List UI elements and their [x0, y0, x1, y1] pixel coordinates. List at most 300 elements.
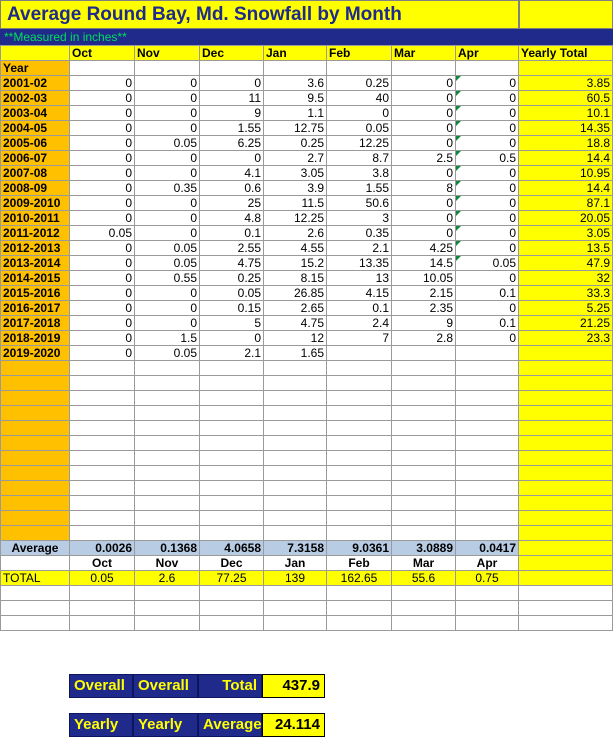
empty-cell[interactable]	[70, 481, 135, 496]
value-cell[interactable]: 3.05	[264, 166, 327, 181]
average-value[interactable]: 7.3158	[264, 541, 327, 556]
value-cell[interactable]: 0	[200, 151, 264, 166]
empty-cell[interactable]	[70, 496, 135, 511]
year-cell[interactable]: 2005-06	[1, 136, 70, 151]
empty-cell[interactable]	[135, 496, 200, 511]
blank-cell[interactable]	[327, 601, 392, 616]
empty-total-cell[interactable]	[519, 481, 613, 496]
value-cell[interactable]: 0.35	[327, 226, 392, 241]
value-cell[interactable]: 0	[456, 91, 519, 106]
value-cell[interactable]: 0.05	[327, 121, 392, 136]
value-cell[interactable]	[327, 346, 392, 361]
value-cell[interactable]: 7	[327, 331, 392, 346]
total-value[interactable]: 2.6	[135, 571, 200, 586]
empty-cell[interactable]	[200, 496, 264, 511]
value-cell[interactable]: 0	[70, 331, 135, 346]
empty-year-cell[interactable]	[1, 421, 70, 436]
yearly-total-cell[interactable]: 47.9	[519, 256, 613, 271]
average-value[interactable]: 0.0417	[456, 541, 519, 556]
empty-cell[interactable]	[392, 526, 456, 541]
yearly-total-cell[interactable]: 3.05	[519, 226, 613, 241]
value-cell[interactable]: 0	[456, 241, 519, 256]
yearly-total-cell[interactable]: 32	[519, 271, 613, 286]
value-cell[interactable]: 0	[135, 226, 200, 241]
empty-cell[interactable]	[327, 526, 392, 541]
value-cell[interactable]: 0	[392, 136, 456, 151]
value-cell[interactable]: 0.15	[200, 301, 264, 316]
yearly-total-cell[interactable]: 5.25	[519, 301, 613, 316]
total-value[interactable]: 162.65	[327, 571, 392, 586]
month-label-jan[interactable]: Jan	[264, 556, 327, 571]
yearly-total-cell[interactable]: 14.4	[519, 181, 613, 196]
empty-year-cell[interactable]	[1, 436, 70, 451]
average-value[interactable]: 3.0889	[392, 541, 456, 556]
year-cell[interactable]: 2006-07	[1, 151, 70, 166]
empty-cell[interactable]	[200, 391, 264, 406]
empty-cell[interactable]	[264, 376, 327, 391]
average-value[interactable]: 4.0658	[200, 541, 264, 556]
value-cell[interactable]: 8	[392, 181, 456, 196]
value-cell[interactable]: 0	[456, 271, 519, 286]
value-cell[interactable]: 25	[200, 196, 264, 211]
empty-cell[interactable]	[264, 436, 327, 451]
empty-cell[interactable]	[200, 451, 264, 466]
value-cell[interactable]: 0.35	[135, 181, 200, 196]
empty-total-cell[interactable]	[519, 406, 613, 421]
yearly-total-cell[interactable]: 3.85	[519, 76, 613, 91]
blank-cell[interactable]	[264, 601, 327, 616]
value-cell[interactable]: 6.25	[200, 136, 264, 151]
blank-cell[interactable]	[392, 61, 456, 76]
value-cell[interactable]: 3.8	[327, 166, 392, 181]
empty-cell[interactable]	[135, 376, 200, 391]
empty-total-cell[interactable]	[519, 391, 613, 406]
empty-cell[interactable]	[135, 436, 200, 451]
value-cell[interactable]: 0	[70, 241, 135, 256]
value-cell[interactable]: 0	[392, 91, 456, 106]
value-cell[interactable]: 0.05	[456, 256, 519, 271]
empty-cell[interactable]	[456, 421, 519, 436]
grand-total-cell[interactable]	[519, 571, 613, 586]
value-cell[interactable]: 9.5	[264, 91, 327, 106]
month-label-oct[interactable]: Oct	[70, 556, 135, 571]
empty-total-cell[interactable]	[519, 526, 613, 541]
value-cell[interactable]: 13	[327, 271, 392, 286]
yearly-total-cell[interactable]: 23.3	[519, 331, 613, 346]
value-cell[interactable]: 0.05	[70, 226, 135, 241]
blank-cell[interactable]	[456, 586, 519, 601]
value-cell[interactable]: 0	[456, 226, 519, 241]
value-cell[interactable]: 0	[135, 211, 200, 226]
value-cell[interactable]: 0	[456, 166, 519, 181]
average-value[interactable]: 0.1368	[135, 541, 200, 556]
year-cell[interactable]: 2016-2017	[1, 301, 70, 316]
total-value[interactable]: 0.75	[456, 571, 519, 586]
empty-cell[interactable]	[327, 481, 392, 496]
value-cell[interactable]: 4.1	[200, 166, 264, 181]
value-cell[interactable]: 0	[70, 301, 135, 316]
year-cell[interactable]: 2015-2016	[1, 286, 70, 301]
empty-cell[interactable]	[264, 406, 327, 421]
value-cell[interactable]: 0	[456, 211, 519, 226]
value-cell[interactable]: 40	[327, 91, 392, 106]
value-cell[interactable]: 0.05	[200, 286, 264, 301]
value-cell[interactable]: 0	[392, 196, 456, 211]
value-cell[interactable]: 0	[135, 91, 200, 106]
value-cell[interactable]: 0.05	[135, 136, 200, 151]
value-cell[interactable]: 2.35	[392, 301, 456, 316]
value-cell[interactable]: 2.65	[264, 301, 327, 316]
value-cell[interactable]: 12	[264, 331, 327, 346]
value-cell[interactable]: 0	[392, 226, 456, 241]
value-cell[interactable]: 11.5	[264, 196, 327, 211]
value-cell[interactable]: 4.75	[200, 256, 264, 271]
value-cell[interactable]: 0	[200, 76, 264, 91]
yearly-total-cell[interactable]: 14.35	[519, 121, 613, 136]
blank-cell[interactable]	[1, 616, 70, 631]
empty-total-cell[interactable]	[519, 421, 613, 436]
empty-cell[interactable]	[135, 361, 200, 376]
value-cell[interactable]: 50.6	[327, 196, 392, 211]
blank-cell[interactable]	[327, 586, 392, 601]
year-header[interactable]: Year	[1, 61, 70, 76]
empty-cell[interactable]	[456, 511, 519, 526]
empty-cell[interactable]	[327, 451, 392, 466]
empty-year-cell[interactable]	[1, 391, 70, 406]
empty-cell[interactable]	[200, 376, 264, 391]
empty-cell[interactable]	[456, 466, 519, 481]
year-cell[interactable]: 2009-2010	[1, 196, 70, 211]
value-cell[interactable]: 4.75	[264, 316, 327, 331]
total-value[interactable]: 0.05	[70, 571, 135, 586]
blank-cell[interactable]	[1, 601, 70, 616]
value-cell[interactable]: 9	[392, 316, 456, 331]
value-cell[interactable]: 2.8	[392, 331, 456, 346]
value-cell[interactable]: 0.55	[135, 271, 200, 286]
value-cell[interactable]: 0	[70, 181, 135, 196]
value-cell[interactable]: 8.15	[264, 271, 327, 286]
blank-total-cell[interactable]	[519, 61, 613, 76]
empty-cell[interactable]	[264, 421, 327, 436]
blank-cell[interactable]	[70, 61, 135, 76]
value-cell[interactable]: 0	[70, 106, 135, 121]
value-cell[interactable]	[392, 346, 456, 361]
month-label-nov[interactable]: Nov	[135, 556, 200, 571]
blank-cell[interactable]	[70, 616, 135, 631]
year-cell[interactable]: 2007-08	[1, 166, 70, 181]
empty-cell[interactable]	[70, 391, 135, 406]
empty-cell[interactable]	[264, 526, 327, 541]
yearly-total-cell[interactable]: 13.5	[519, 241, 613, 256]
value-cell[interactable]: 14.5	[392, 256, 456, 271]
empty-cell[interactable]	[264, 496, 327, 511]
value-cell[interactable]: 3.6	[264, 76, 327, 91]
value-cell[interactable]: 4.25	[392, 241, 456, 256]
blank-cell[interactable]	[70, 586, 135, 601]
average-value[interactable]: 0.0026	[70, 541, 135, 556]
empty-cell[interactable]	[70, 436, 135, 451]
year-cell[interactable]: 2013-2014	[1, 256, 70, 271]
empty-cell[interactable]	[392, 511, 456, 526]
empty-cell[interactable]	[392, 451, 456, 466]
empty-total-cell[interactable]	[519, 376, 613, 391]
value-cell[interactable]: 0	[70, 316, 135, 331]
value-cell[interactable]: 2.1	[200, 346, 264, 361]
value-cell[interactable]: 13.35	[327, 256, 392, 271]
units-note[interactable]: **Measured in inches**	[0, 29, 613, 45]
value-cell[interactable]: 0	[70, 211, 135, 226]
empty-cell[interactable]	[135, 526, 200, 541]
value-cell[interactable]: 2.4	[327, 316, 392, 331]
value-cell[interactable]: 0.05	[135, 346, 200, 361]
value-cell[interactable]: 1.5	[135, 331, 200, 346]
month-header-mar[interactable]: Mar	[392, 46, 456, 61]
value-cell[interactable]: 26.85	[264, 286, 327, 301]
empty-cell[interactable]	[456, 376, 519, 391]
empty-cell[interactable]	[456, 361, 519, 376]
value-cell[interactable]: 1.55	[327, 181, 392, 196]
month-header-nov[interactable]: Nov	[135, 46, 200, 61]
empty-cell[interactable]	[327, 466, 392, 481]
yearly-label-1[interactable]: Yearly	[69, 713, 133, 737]
value-cell[interactable]: 0	[70, 121, 135, 136]
empty-cell[interactable]	[264, 481, 327, 496]
average-total-cell[interactable]	[519, 541, 613, 556]
empty-cell[interactable]	[392, 361, 456, 376]
average-value[interactable]: 9.0361	[327, 541, 392, 556]
value-cell[interactable]: 11	[200, 91, 264, 106]
empty-cell[interactable]	[70, 451, 135, 466]
empty-cell[interactable]	[456, 451, 519, 466]
empty-year-cell[interactable]	[1, 451, 70, 466]
value-cell[interactable]: 0.25	[200, 271, 264, 286]
empty-cell[interactable]	[135, 511, 200, 526]
value-cell[interactable]: 0	[392, 211, 456, 226]
blank-cell[interactable]	[200, 601, 264, 616]
empty-year-cell[interactable]	[1, 376, 70, 391]
average-label[interactable]: Average	[1, 541, 70, 556]
year-cell[interactable]: 2012-2013	[1, 241, 70, 256]
empty-year-cell[interactable]	[1, 361, 70, 376]
empty-cell[interactable]	[70, 376, 135, 391]
value-cell[interactable]: 0	[70, 196, 135, 211]
value-cell[interactable]: 0	[392, 166, 456, 181]
value-cell[interactable]: 0	[135, 316, 200, 331]
empty-cell[interactable]	[327, 511, 392, 526]
empty-year-cell[interactable]	[1, 526, 70, 541]
value-cell[interactable]: 0	[70, 271, 135, 286]
blank-cell[interactable]	[392, 616, 456, 631]
blank-cell[interactable]	[1, 556, 70, 571]
empty-total-cell[interactable]	[519, 511, 613, 526]
value-cell[interactable]: 2.7	[264, 151, 327, 166]
value-cell[interactable]: 0	[70, 76, 135, 91]
year-cell[interactable]: 2008-09	[1, 181, 70, 196]
value-cell[interactable]: 0	[392, 121, 456, 136]
value-cell[interactable]: 0	[70, 346, 135, 361]
blank-cell[interactable]	[135, 616, 200, 631]
empty-cell[interactable]	[392, 436, 456, 451]
empty-cell[interactable]	[327, 391, 392, 406]
empty-cell[interactable]	[327, 406, 392, 421]
year-cell[interactable]: 2018-2019	[1, 331, 70, 346]
empty-cell[interactable]	[264, 451, 327, 466]
empty-year-cell[interactable]	[1, 511, 70, 526]
empty-cell[interactable]	[392, 421, 456, 436]
value-cell[interactable]: 3	[327, 211, 392, 226]
blank-cell[interactable]	[456, 616, 519, 631]
value-cell[interactable]: 0	[70, 136, 135, 151]
blank-cell[interactable]	[200, 616, 264, 631]
empty-cell[interactable]	[392, 391, 456, 406]
yearly-label-2[interactable]: Yearly	[133, 713, 198, 737]
empty-cell[interactable]	[392, 406, 456, 421]
empty-cell[interactable]	[135, 481, 200, 496]
yearly-total-cell[interactable]: 14.4	[519, 151, 613, 166]
year-cell[interactable]: 2014-2015	[1, 271, 70, 286]
blank-cell[interactable]	[327, 61, 392, 76]
overall-label-1[interactable]: Overall	[69, 674, 133, 698]
value-cell[interactable]: 0	[135, 151, 200, 166]
value-cell[interactable]: 0.05	[135, 241, 200, 256]
yearly-total-cell[interactable]: 10.1	[519, 106, 613, 121]
blank-cell[interactable]	[264, 61, 327, 76]
value-cell[interactable]: 0	[70, 151, 135, 166]
year-cell[interactable]: 2003-04	[1, 106, 70, 121]
value-cell[interactable]: 0	[135, 301, 200, 316]
empty-cell[interactable]	[456, 406, 519, 421]
empty-cell[interactable]	[327, 496, 392, 511]
yearly-total-cell[interactable]: 18.8	[519, 136, 613, 151]
overall-label-2[interactable]: Overall	[133, 674, 198, 698]
value-cell[interactable]	[456, 346, 519, 361]
empty-cell[interactable]	[135, 421, 200, 436]
year-cell[interactable]: 2017-2018	[1, 316, 70, 331]
year-cell[interactable]: 2001-02	[1, 76, 70, 91]
value-cell[interactable]: 4.8	[200, 211, 264, 226]
month-label-mar[interactable]: Mar	[392, 556, 456, 571]
value-cell[interactable]: 0.25	[264, 136, 327, 151]
empty-cell[interactable]	[456, 436, 519, 451]
value-cell[interactable]: 0	[135, 196, 200, 211]
empty-cell[interactable]	[264, 511, 327, 526]
empty-cell[interactable]	[200, 511, 264, 526]
empty-year-cell[interactable]	[1, 406, 70, 421]
empty-cell[interactable]	[200, 466, 264, 481]
blank-cell[interactable]	[135, 61, 200, 76]
yearly-total-cell[interactable]: 20.05	[519, 211, 613, 226]
month-label-feb[interactable]: Feb	[327, 556, 392, 571]
empty-cell[interactable]	[135, 451, 200, 466]
empty-total-cell[interactable]	[519, 451, 613, 466]
value-cell[interactable]: 1.55	[200, 121, 264, 136]
empty-cell[interactable]	[327, 361, 392, 376]
month-header-apr[interactable]: Apr	[456, 46, 519, 61]
empty-cell[interactable]	[200, 436, 264, 451]
empty-cell[interactable]	[264, 466, 327, 481]
empty-cell[interactable]	[70, 361, 135, 376]
value-cell[interactable]: 9	[200, 106, 264, 121]
blank-cell[interactable]	[200, 61, 264, 76]
value-cell[interactable]: 8.7	[327, 151, 392, 166]
value-cell[interactable]: 0	[327, 106, 392, 121]
value-cell[interactable]: 0	[70, 256, 135, 271]
month-label-apr[interactable]: Apr	[456, 556, 519, 571]
yearly-total-cell[interactable]: 33.3	[519, 286, 613, 301]
value-cell[interactable]: 0	[70, 166, 135, 181]
value-cell[interactable]: 0	[392, 76, 456, 91]
value-cell[interactable]: 0	[135, 76, 200, 91]
value-cell[interactable]: 0.5	[456, 151, 519, 166]
title-empty-cell[interactable]	[519, 0, 613, 29]
empty-cell[interactable]	[327, 376, 392, 391]
value-cell[interactable]: 0	[135, 106, 200, 121]
empty-total-cell[interactable]	[519, 466, 613, 481]
yearly-total-cell[interactable]: 60.5	[519, 91, 613, 106]
blank-cell[interactable]	[392, 601, 456, 616]
value-cell[interactable]: 3.9	[264, 181, 327, 196]
value-cell[interactable]: 1.65	[264, 346, 327, 361]
year-cell[interactable]: 2011-2012	[1, 226, 70, 241]
month-header-oct[interactable]: Oct	[70, 46, 135, 61]
empty-cell[interactable]	[392, 466, 456, 481]
blank-cell[interactable]	[519, 586, 613, 601]
value-cell[interactable]: 12.75	[264, 121, 327, 136]
month-label-dec[interactable]: Dec	[200, 556, 264, 571]
value-cell[interactable]: 0	[456, 136, 519, 151]
value-cell[interactable]: 0	[392, 106, 456, 121]
value-cell[interactable]: 15.2	[264, 256, 327, 271]
value-cell[interactable]: 0.1	[456, 286, 519, 301]
yearly-total-header[interactable]: Yearly Total	[519, 46, 613, 61]
total-label[interactable]: Total	[198, 674, 262, 698]
yearly-total-cell[interactable]: 21.25	[519, 316, 613, 331]
empty-cell[interactable]	[200, 526, 264, 541]
empty-cell[interactable]	[200, 361, 264, 376]
value-cell[interactable]: 0	[456, 181, 519, 196]
blank-cell[interactable]	[519, 616, 613, 631]
blank-cell[interactable]	[1, 586, 70, 601]
empty-cell[interactable]	[327, 436, 392, 451]
value-cell[interactable]: 0	[456, 121, 519, 136]
blank-cell[interactable]	[264, 616, 327, 631]
empty-cell[interactable]	[70, 421, 135, 436]
blank-cell[interactable]	[327, 616, 392, 631]
value-cell[interactable]: 0.1	[456, 316, 519, 331]
empty-cell[interactable]	[392, 496, 456, 511]
empty-cell[interactable]	[70, 466, 135, 481]
yearly-total-cell[interactable]: 87.1	[519, 196, 613, 211]
value-cell[interactable]: 4.15	[327, 286, 392, 301]
empty-cell[interactable]	[456, 391, 519, 406]
empty-year-cell[interactable]	[1, 481, 70, 496]
empty-cell[interactable]	[70, 526, 135, 541]
value-cell[interactable]: 0	[456, 106, 519, 121]
empty-cell[interactable]	[135, 466, 200, 481]
empty-cell[interactable]	[456, 526, 519, 541]
month-header-jan[interactable]: Jan	[264, 46, 327, 61]
blank-cell[interactable]	[200, 586, 264, 601]
value-cell[interactable]: 0	[135, 286, 200, 301]
empty-cell[interactable]	[456, 496, 519, 511]
value-cell[interactable]: 2.55	[200, 241, 264, 256]
yearly-average-value[interactable]: 24.114	[262, 713, 325, 737]
value-cell[interactable]: 4.55	[264, 241, 327, 256]
empty-cell[interactable]	[200, 421, 264, 436]
value-cell[interactable]: 0.1	[200, 226, 264, 241]
value-cell[interactable]: 2.6	[264, 226, 327, 241]
value-cell[interactable]: 0	[70, 286, 135, 301]
